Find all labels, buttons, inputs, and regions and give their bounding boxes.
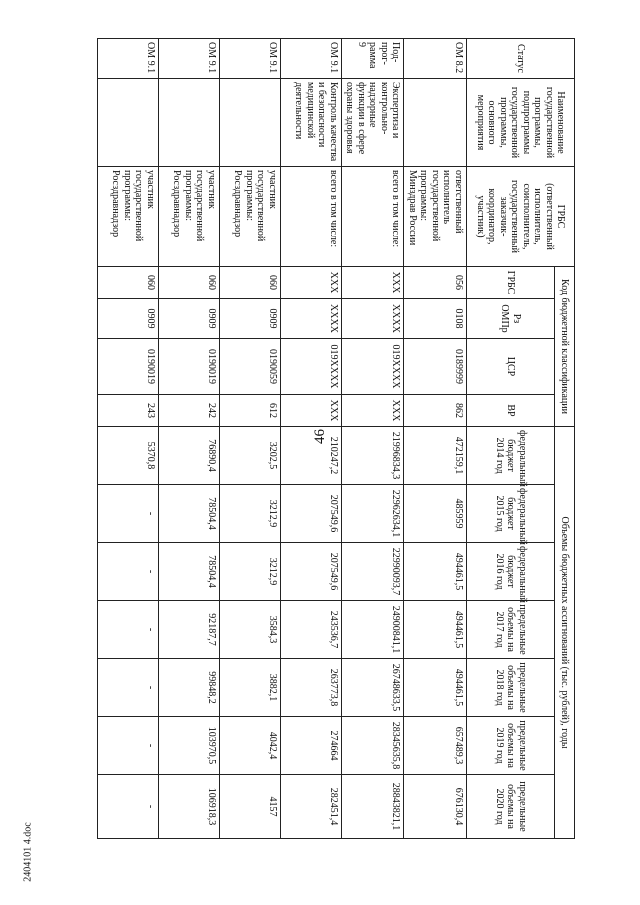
cell-grbs: всего в том числе:: [342, 167, 405, 267]
table-row: [220, 39, 281, 839]
footer-filename: [18, 812, 38, 892]
table-row: [98, 39, 159, 839]
cell-2018: 263773,8: [281, 659, 342, 717]
cell-2017: 92187,7: [159, 601, 220, 659]
cell-csr: 0190019: [159, 339, 220, 395]
cell-grbs: участник государственной программы: Росздравнадзор: [159, 167, 220, 267]
cell-2014: 210247,2: [281, 427, 342, 485]
cell-status: ОМ 9.1: [98, 39, 159, 79]
cell-2015: -: [98, 485, 159, 543]
cell-rz: XXXX: [342, 299, 405, 339]
header-vr: ВР: [467, 395, 555, 427]
cell-rz: 0108: [404, 299, 467, 339]
cell-2019: 657489,3: [404, 717, 467, 775]
cell-2019: 103970,5: [159, 717, 220, 775]
cell-2020: 282451,4: [281, 775, 342, 839]
cell-2014: 21996834,3: [342, 427, 405, 485]
cell-grbs-code: 060: [98, 267, 159, 299]
cell-2017: 494461,5: [404, 601, 467, 659]
cell-2020: 106918,3: [159, 775, 220, 839]
table-row: [281, 39, 342, 839]
cell-2014: 5370,8: [98, 427, 159, 485]
cell-grbs-code: XXX: [281, 267, 342, 299]
table-row: [342, 39, 405, 839]
cell-grbs: участник государственной программы: Росздравнадзор: [220, 167, 281, 267]
cell-2019: 28345635,8: [342, 717, 405, 775]
header-2020: предельные объемы на 2020 год: [467, 775, 555, 839]
cell-2020: -: [98, 775, 159, 839]
cell-2014: 76890,4: [159, 427, 220, 485]
header-grbs-code: ГРБС: [467, 267, 555, 299]
cell-grbs: участник государственной программы: Росздравнадзор: [98, 167, 159, 267]
cell-2016: 3212,9: [220, 543, 281, 601]
cell-rz: 0909: [220, 299, 281, 339]
cell-2016: 207549,6: [281, 543, 342, 601]
cell-status: ОМ 9.1: [220, 39, 281, 79]
cell-vr: XXX: [342, 395, 405, 427]
cell-status: Под-прог-рамма 9: [342, 39, 405, 79]
cell-name: [159, 79, 220, 167]
cell-csr: 0189999: [404, 339, 467, 395]
cell-status: ОМ 8.2: [404, 39, 467, 79]
header-volumes: Объемы бюджетных ассигнований (тыс. рублей), годы: [555, 427, 575, 839]
cell-vr: 612: [220, 395, 281, 427]
cell-2015: 207549,6: [281, 485, 342, 543]
cell-2016: -: [98, 543, 159, 601]
cell-status: ОМ 9.1: [159, 39, 220, 79]
header-2016: федеральный бюджет 2016 год: [467, 543, 555, 601]
cell-vr: 243: [98, 395, 159, 427]
budget-table-container: [75, 38, 575, 838]
cell-csr: 0190019: [98, 339, 159, 395]
cell-status: ОМ 9.1: [281, 39, 342, 79]
table-row: [159, 39, 220, 839]
cell-name: Экспертиза и контрольно-надзорные функции в сфере охраны здоровья: [342, 79, 405, 167]
cell-2017: 3584,3: [220, 601, 281, 659]
cell-grbs-code: 056: [404, 267, 467, 299]
header-2014: федеральный бюджет 2014 год: [467, 427, 555, 485]
cell-2018: 3882,1: [220, 659, 281, 717]
header-budget-code: Код бюджетной классификации: [555, 267, 575, 427]
cell-2016: 22990093,7: [342, 543, 405, 601]
cell-2017: 24900841,1: [342, 601, 405, 659]
cell-2018: 26748633,5: [342, 659, 405, 717]
cell-name: [98, 79, 159, 167]
cell-rz: XXXX: [281, 299, 342, 339]
cell-name: Контроль качества и безопасности медицинской деятельности: [281, 79, 342, 167]
cell-2018: 99848,2: [159, 659, 220, 717]
cell-vr: XXX: [281, 395, 342, 427]
cell-csr: 0190059: [220, 339, 281, 395]
page-number-text: 46: [311, 428, 328, 444]
cell-csr: 019XXXX: [342, 339, 405, 395]
cell-vr: 242: [159, 395, 220, 427]
cell-grbs: ответственный исполнитель государственной программы: Минздрав России: [404, 167, 467, 267]
cell-2014: 3202,5: [220, 427, 281, 485]
header-csr: ЦСР: [467, 339, 555, 395]
header-grbs: ГРБС (ответственный исполнитель, соисполнитель, государственный заказчик-координатор, участник): [467, 167, 575, 267]
header-2019: предельные объемы на 2019 год: [467, 717, 555, 775]
cell-rz: 0909: [159, 299, 220, 339]
table-row: [404, 39, 467, 839]
cell-2015: 78504,4: [159, 485, 220, 543]
header-status: Статус: [467, 39, 575, 79]
cell-grbs-code: 060: [220, 267, 281, 299]
header-2017: предельные объемы на 2017 год: [467, 601, 555, 659]
cell-grbs: всего в том числе:: [281, 167, 342, 267]
cell-name: [404, 79, 467, 167]
cell-vr: 862: [404, 395, 467, 427]
cell-2017: 243536,7: [281, 601, 342, 659]
header-rz: Рз ОМПр: [467, 299, 555, 339]
cell-2016: 494461,5: [404, 543, 467, 601]
cell-2020: 4157: [220, 775, 281, 839]
cell-grbs-code: XXX: [342, 267, 405, 299]
cell-2019: -: [98, 717, 159, 775]
header-2018: предельные объемы на 2018 год: [467, 659, 555, 717]
header-name: Наименование государственной программы, подпрограммы государственной программы, основного мероприятия: [467, 79, 575, 167]
cell-2015: 3212,9: [220, 485, 281, 543]
cell-2018: -: [98, 659, 159, 717]
cell-2015: 485959: [404, 485, 467, 543]
cell-2019: 274664: [281, 717, 342, 775]
footer-text: 2404101 4.doc: [22, 822, 34, 882]
cell-2020: 28843821,1: [342, 775, 405, 839]
header-2015: федеральный бюджет 2015 год: [467, 485, 555, 543]
cell-grbs-code: 060: [159, 267, 220, 299]
cell-2018: 494461,5: [404, 659, 467, 717]
cell-2020: 676130,4: [404, 775, 467, 839]
cell-csr: 019XXXX: [281, 339, 342, 395]
cell-2016: 78504,4: [159, 543, 220, 601]
cell-rz: 0909: [98, 299, 159, 339]
cell-2014: 472159,1: [404, 427, 467, 485]
cell-2019: 4042,4: [220, 717, 281, 775]
cell-2015: 22962634,1: [342, 485, 405, 543]
cell-2017: -: [98, 601, 159, 659]
budget-table: [97, 38, 575, 839]
cell-name: [220, 79, 281, 167]
